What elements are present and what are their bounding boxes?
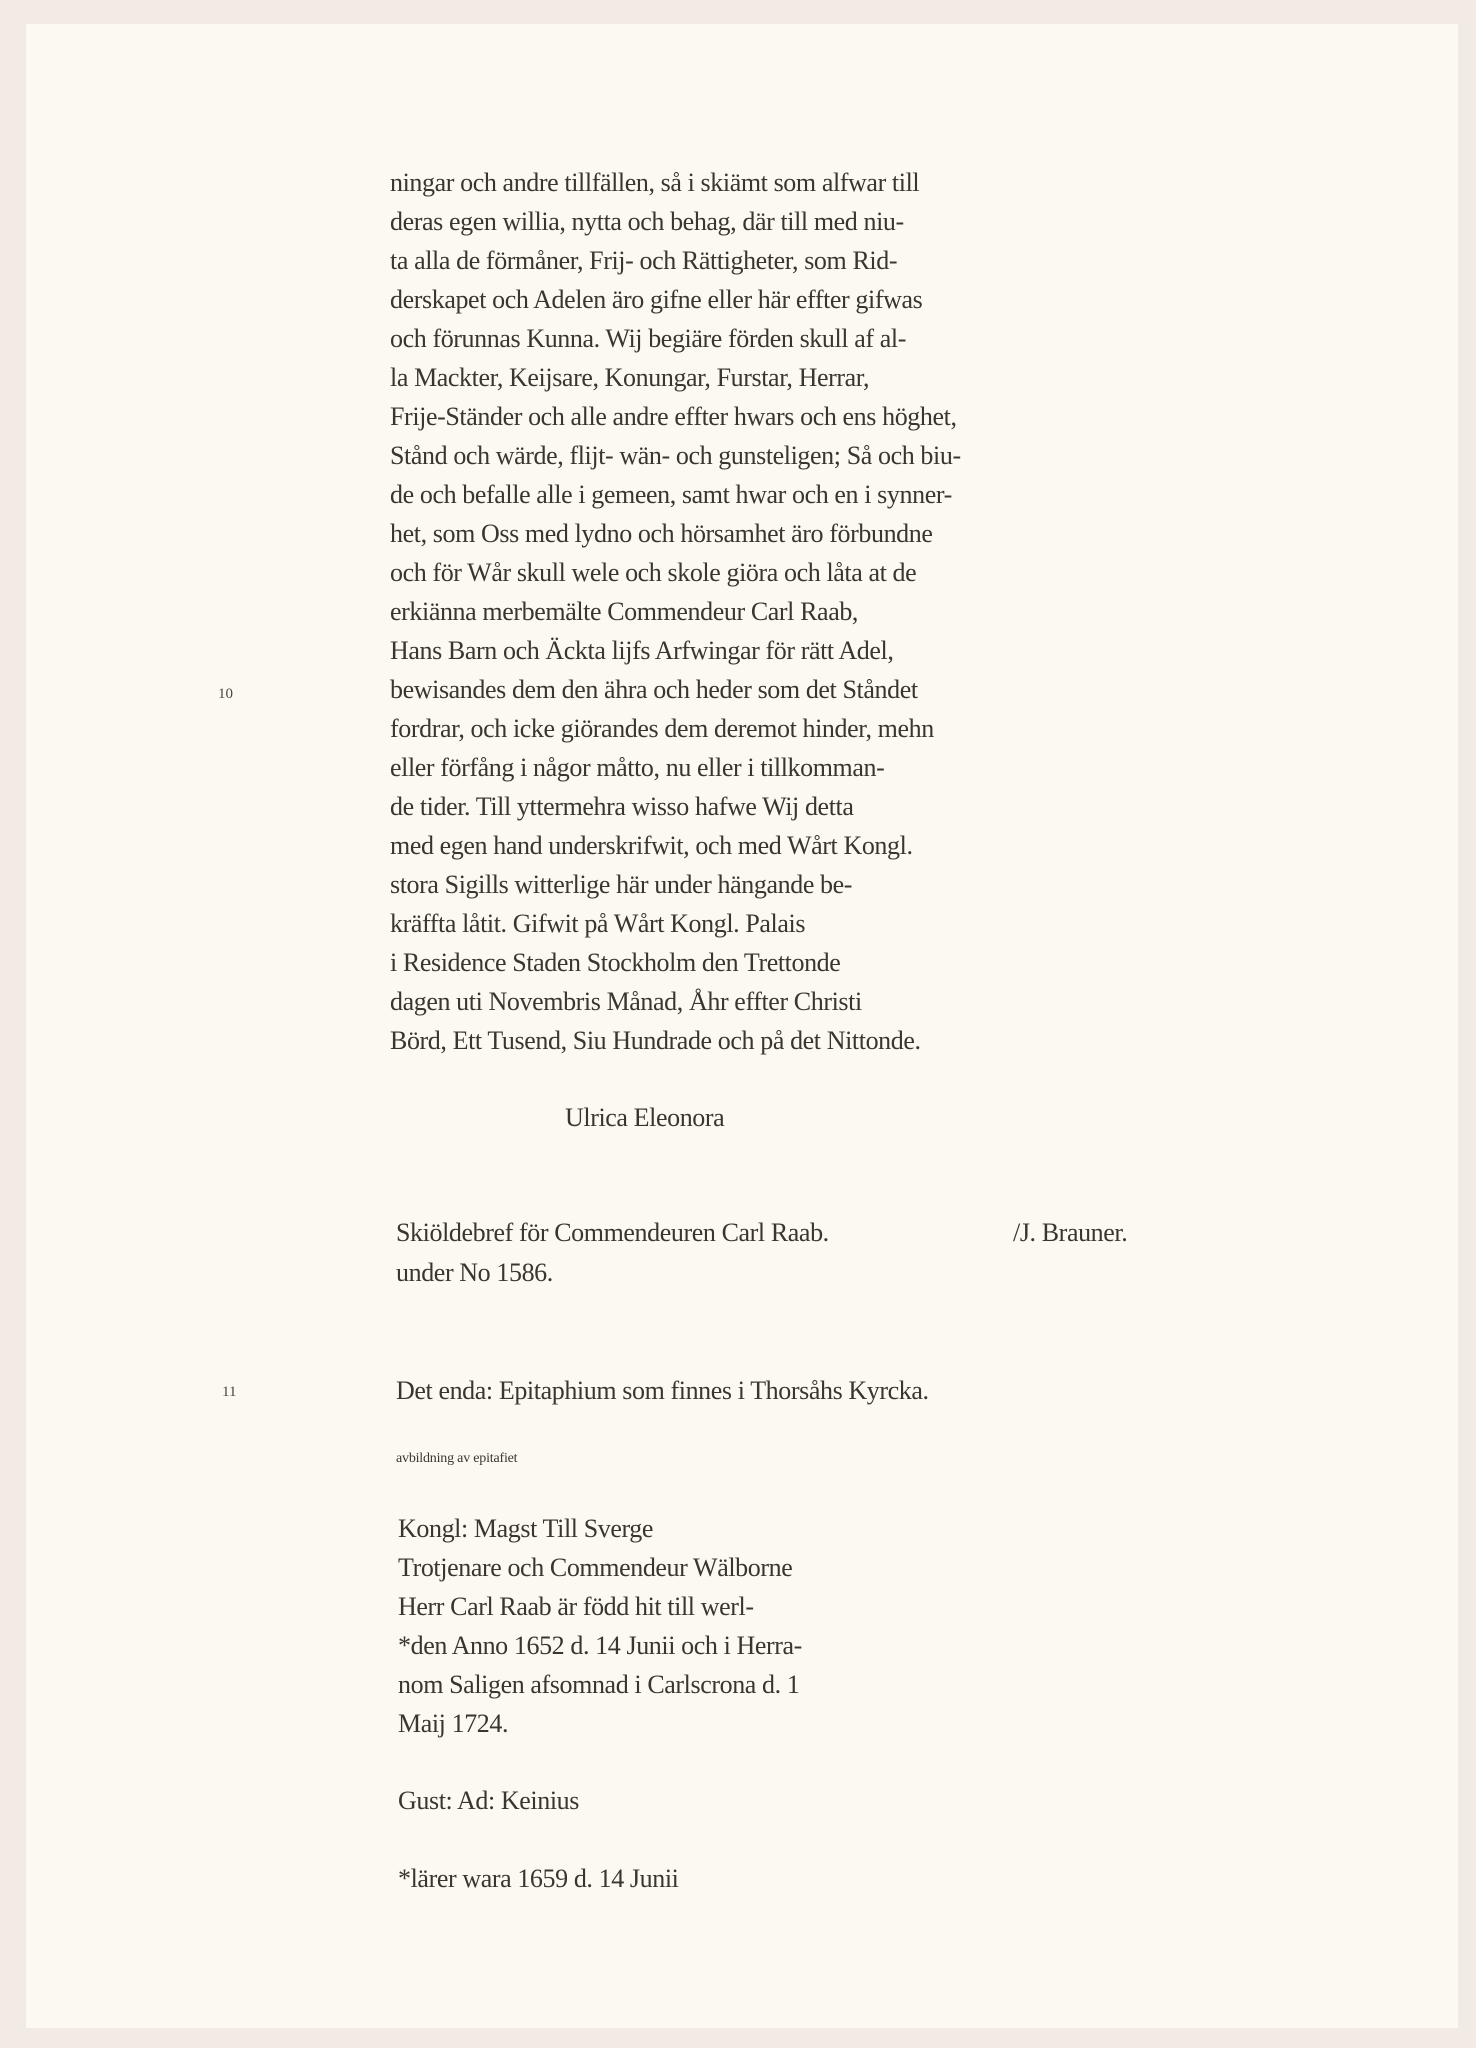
signature: Ulrica Eleonora: [565, 1103, 725, 1132]
text-line: fordrar, och icke giörandes dem deremot hinder, mehn: [390, 714, 934, 743]
epitaph-line: Trotjenare och Commendeur Wälborne: [398, 1553, 793, 1582]
text-line: Hans Barn och Äckta lijfs Arfwingar för rätt Adel,: [390, 636, 894, 665]
text-line: dagen uti Novembris Månad, Åhr effter Christi: [390, 987, 862, 1016]
text-line: ta alla de förmåner, Frij- och Rättigheter, som Rid-: [390, 246, 898, 275]
text-line: med egen hand underskrifwit, och med Wårt Kongl.: [390, 831, 913, 860]
text-line: och för Wår skull wele och skole giöra och låta at de: [390, 558, 917, 587]
text-line: eller förfång i någor måtto, nu eller i tillkomman-: [390, 753, 885, 782]
epitaph-line: *den Anno 1652 d. 14 Junii och i Herra-: [398, 1631, 802, 1660]
epitaph-line: Maij 1724.: [398, 1709, 509, 1738]
epitaph-line: Herr Carl Raab är född hit till werl-: [398, 1592, 754, 1621]
text-line: de och befalle alle i gemeen, samt hwar och en i synner-: [390, 480, 952, 509]
text-line: Frije-Ständer och alle andre effter hwars och ens höghet,: [390, 402, 957, 431]
text-line: bewisandes dem den ähra och heder som det Ståndet: [390, 675, 918, 704]
epitaph-signer: Gust: Ad: Keinius: [398, 1786, 579, 1815]
text-line: Stånd och wärde, flijt- wän- och gunsteligen; Så och biu-: [390, 441, 961, 470]
text-line: het, som Oss med lydno och hörsamhet äro förbundne: [390, 519, 933, 548]
epitaph-footnote: *lärer wara 1659 d. 14 Junii: [398, 1864, 679, 1893]
text-line: erkiänna merbemälte Commendeur Carl Raab,: [390, 597, 859, 626]
epitaph-line: Kongl: Magst Till Sverge: [398, 1514, 654, 1543]
epitaph-heading: Det enda: Epitaphium som finnes i Thorsåhs Kyrcka.: [396, 1376, 929, 1405]
text-line: deras egen willia, nytta och behag, där till med niu-: [390, 207, 904, 236]
text-line: ningar och andre tillfällen, så i skiämt som alfwar till: [390, 168, 920, 197]
note-author: /J. Brauner.: [1013, 1218, 1128, 1247]
note-register: under No 1586.: [396, 1258, 553, 1287]
line-number: 10: [218, 686, 233, 702]
text-line: derskapet och Adelen äro gifne eller här effter gifwas: [390, 285, 923, 314]
epitaph-line: nom Saligen afsomnad i Carlscrona d. 1: [398, 1670, 800, 1699]
image-caption: avbildning av epitafiet: [396, 1451, 518, 1466]
text-line: kräffta låtit. Gifwit på Wårt Kongl. Palais: [390, 909, 806, 938]
text-line: och förunnas Kunna. Wij begiäre förden skull af al-: [390, 324, 906, 353]
note-title: Skiöldebref för Commendeuren Carl Raab.: [396, 1218, 829, 1247]
text-line: la Mackter, Keijsare, Konungar, Furstar, Herrar,: [390, 363, 870, 392]
text-line: Börd, Ett Tusend, Siu Hundrade och på det Nittonde.: [390, 1026, 921, 1055]
text-line: stora Sigills witterlige här under hängande be-: [390, 870, 853, 899]
text-line: i Residence Staden Stockholm den Trettonde: [390, 948, 841, 977]
line-number: 11: [222, 1384, 237, 1400]
text-line: de tider. Till yttermehra wisso hafwe Wij detta: [390, 792, 854, 821]
